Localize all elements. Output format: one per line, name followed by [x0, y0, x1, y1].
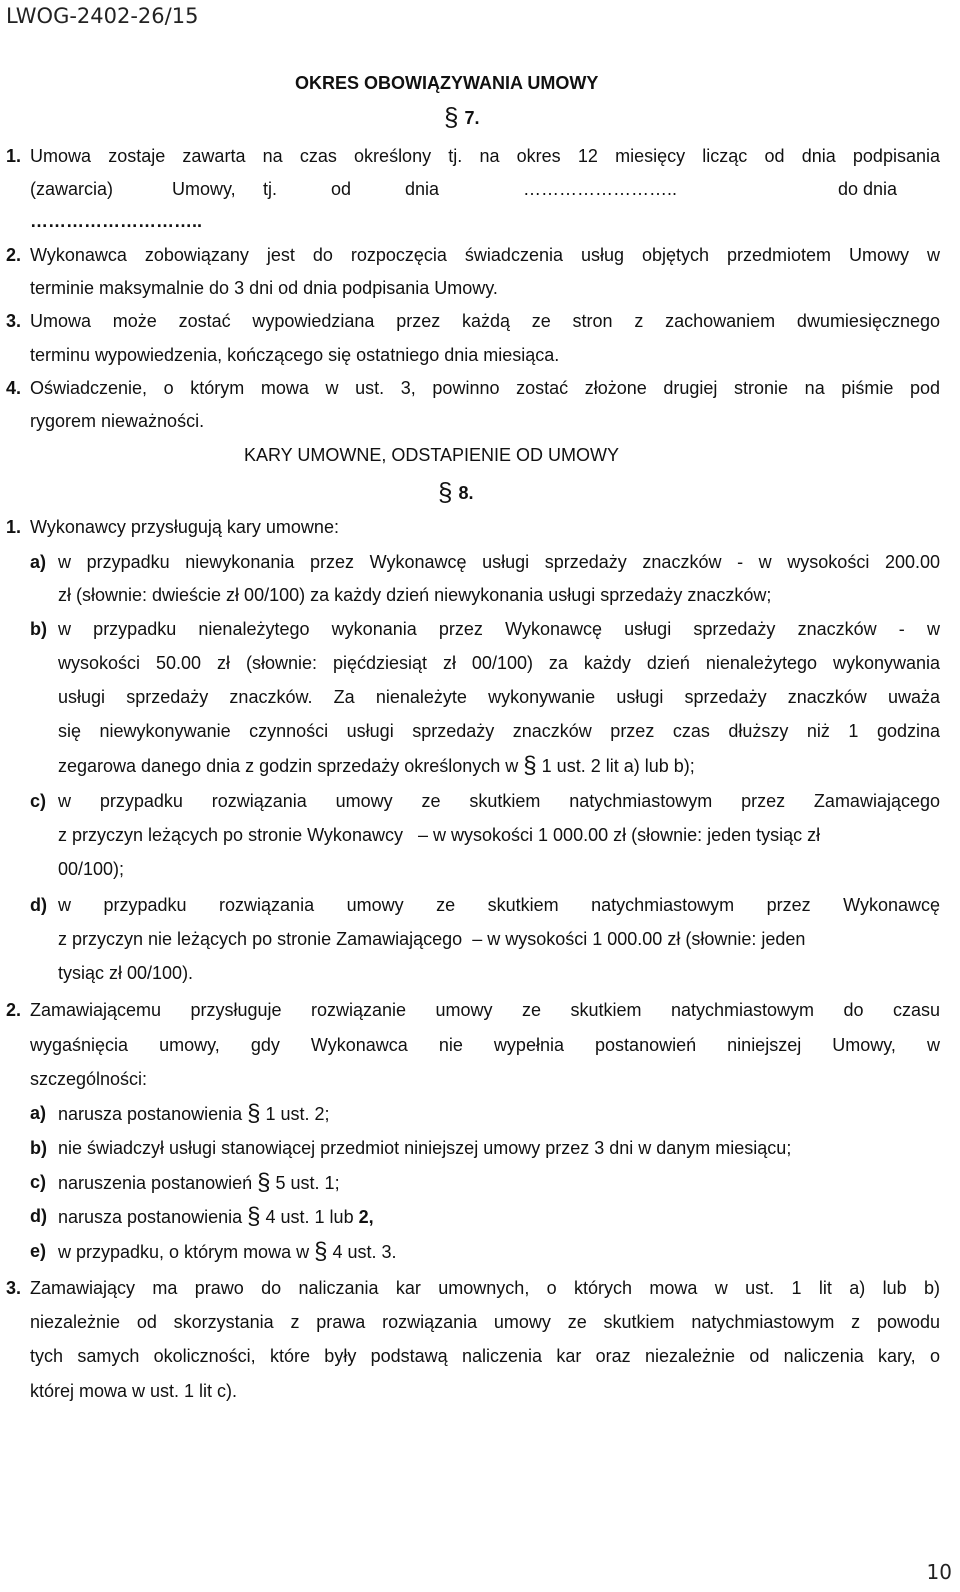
item-letter: a) — [30, 552, 47, 572]
paragraph-symbol: § — [438, 477, 453, 507]
date-placeholder: …………………….. — [523, 179, 678, 199]
item-number: 3. — [6, 311, 22, 331]
paragraph-8-label: § 8. — [438, 477, 474, 507]
item-number: 2. — [6, 245, 22, 265]
item-text: dnia — [405, 179, 440, 199]
item-text: usługi sprzedaży znaczków. Za nienależyte wykonywanie usługi sprzedaży znaczków uważa — [58, 687, 940, 707]
item-text: w przypadku, o którym mowa w § 4 ust. 3. — [58, 1238, 397, 1265]
item-text: naruszenia postanowień § 5 ust. 1; — [58, 1169, 340, 1196]
item-letter: e) — [30, 1241, 47, 1261]
document-reference: LWOG-2402-26/15 — [6, 4, 199, 28]
item-number: 1. — [6, 517, 22, 537]
item-letter: d) — [30, 1206, 47, 1226]
item-text: tysiąc zł 00/100). — [58, 963, 194, 983]
item-letter: d) — [30, 895, 47, 915]
item-text: 00/100); — [58, 859, 125, 879]
item-number: 4. — [6, 378, 22, 398]
item-text: szczególności: — [30, 1069, 148, 1089]
paragraph-symbol: § — [523, 752, 537, 779]
page-number: 10 — [926, 1560, 952, 1584]
date-placeholder: ……………………….. — [30, 211, 203, 231]
item-text: narusza postanowienia § 1 ust. 2; — [58, 1100, 330, 1127]
item-number: 1. — [6, 146, 22, 166]
item-text: w przypadku niewykonania przez Wykonawcę usługi sprzedaży znaczków - w wysokości 200.00 — [58, 552, 940, 572]
item-text: w przypadku rozwiązania umowy ze skutkiem natychmiastowym przez Wykonawcę — [58, 895, 940, 915]
item-letter: a) — [30, 1103, 47, 1123]
item-letter: c) — [30, 1172, 47, 1192]
item-text: Oświadczenie, o którym mowa w ust. 3, powinno zostać złożone drugiej stronie na piśmie pod — [30, 378, 940, 398]
item-letter: b) — [30, 619, 47, 639]
item-text: Zamawiający ma prawo do naliczania kar umownych, o których mowa w ust. 1 lit a) lub b) — [30, 1278, 940, 1298]
item-text: (zawarcia) — [30, 179, 114, 199]
paragraph-symbol: § — [257, 1169, 271, 1196]
item-text: tj. — [263, 179, 278, 199]
paragraph-symbol: § — [247, 1100, 261, 1127]
item-text: wysokości 50.00 zł (słownie: pięćdziesiąt zł 00/100) za każdy dzień nienależytego wykonywania — [58, 653, 940, 673]
item-text: Umowa może zostać wypowiedziana przez każdą ze stron z zachowaniem dwumiesięcznego — [30, 311, 940, 331]
section-heading-okres: OKRES OBOWIĄZYWANIA UMOWY — [295, 73, 599, 93]
item-text: się niewykonywanie czynności usługi sprzedaży znaczków przez czas dłuższy niż 1 godzina — [58, 721, 940, 741]
section-heading-kary: KARY UMOWNE, ODSTAPIENIE OD UMOWY — [244, 445, 620, 465]
item-text: zł (słownie: dwieście zł 00/100) za każdy dzień niewykonania usługi sprzedaży znaczków; — [58, 585, 772, 605]
paragraph-symbol: § — [314, 1238, 328, 1265]
item-text: Zamawiającemu przysługuje rozwiązanie umowy ze skutkiem natychmiastowym do czasu — [30, 1000, 940, 1020]
paragraph-symbol: § — [247, 1203, 261, 1230]
item-letter: b) — [30, 1138, 47, 1158]
item-text: narusza postanowienia § 4 ust. 1 lub 2, — [58, 1203, 374, 1230]
item-text: w przypadku rozwiązania umowy ze skutkiem natychmiastowym przez Zamawiającego — [58, 791, 940, 811]
paragraph-7-label: § 7. — [444, 102, 480, 132]
item-text: od — [331, 179, 352, 199]
dash: – — [417, 825, 428, 845]
item-number: 2. — [6, 1000, 22, 1020]
dash: – — [472, 929, 483, 949]
paragraph-symbol: § — [444, 102, 459, 132]
item-text: terminu wypowiedzenia, kończącego się ostatniego dnia miesiąca. — [30, 345, 560, 365]
item-text: Wykonawca zobowiązany jest do rozpoczęcia świadczenia usług objętych przedmiotem Umowy w — [30, 245, 940, 265]
item-number: 3. — [6, 1278, 22, 1298]
item-text: tych samych okoliczności, które były podstawą naliczenia kar oraz niezależnie od naliczenia kary, o — [30, 1346, 940, 1366]
item-text: w przypadku nienależytego wykonania przez Wykonawcę usługi sprzedaży znaczków - w — [58, 619, 940, 639]
item-text: terminie maksymalnie do 3 dni od dnia podpisania Umowy. — [30, 278, 498, 298]
item-text: wygaśnięcia umowy, gdy Wykonawca nie wypełnia postanowień niniejszej Umowy, w — [30, 1035, 940, 1055]
item-letter: c) — [30, 791, 47, 811]
item-text: rygorem nieważności. — [30, 411, 205, 431]
item-text: Umowy, — [172, 179, 236, 199]
item-text: niezależnie od skorzystania z prawa rozwiązania umowy ze skutkiem natychmiastowym z powodu — [30, 1312, 940, 1332]
item-text: nie świadczył usługi stanowiącej przedmiot niniejszej umowy przez 3 dni w danym miesiącu; — [58, 1138, 792, 1158]
item-text: Umowa zostaje zawarta na czas określony tj. na okres 12 miesięcy licząc od dnia podpisania — [30, 146, 940, 166]
item-text: zegarowa danego dnia z godzin sprzedaży określonych w § 1 ust. 2 lit a) lub b); — [58, 752, 695, 779]
item-text: Wykonawcy przysługują kary umowne: — [30, 517, 339, 537]
item-text: z przyczyn leżących po stronie Wykonawcy – w wysokości 1 000.00 zł (słownie: jeden tysiąc zł — [58, 825, 821, 845]
item-text: z przyczyn nie leżących po stronie Zamawiającego – w wysokości 1 000.00 zł (słownie: jeden — [58, 929, 806, 949]
item-text: do dnia — [838, 179, 898, 199]
item-text: której mowa w ust. 1 lit c). — [30, 1381, 238, 1401]
